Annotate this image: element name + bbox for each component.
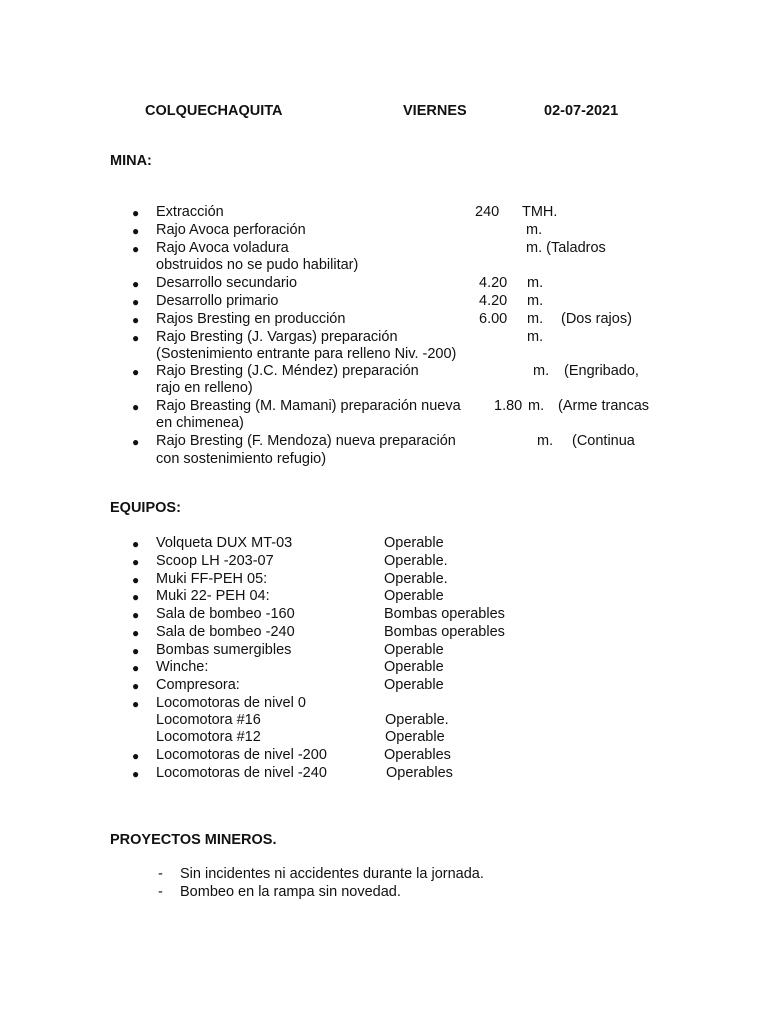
bullet-icon: ●	[132, 749, 140, 763]
bullet-icon: ●	[132, 661, 140, 675]
bullet-icon: ●	[132, 365, 140, 379]
bullet-icon: ●	[132, 331, 140, 345]
bullet-icon: ●	[132, 435, 140, 449]
bullet-icon: ●	[132, 697, 140, 711]
bullet-icon: ●	[132, 608, 140, 622]
bullet-icon: ●	[132, 224, 140, 238]
bullet-icon: ●	[132, 626, 140, 640]
bullet-icon: ●	[132, 295, 140, 309]
mina-heading: MINA:	[110, 153, 152, 169]
dash-marker: -	[158, 866, 163, 882]
bullet-icon: ●	[132, 206, 140, 220]
bullet-icon: ●	[132, 555, 140, 569]
bullet-icon: ●	[132, 400, 140, 414]
bullet-icon: ●	[132, 537, 140, 551]
dash-marker: -	[158, 884, 163, 900]
equipos-heading: EQUIPOS:	[110, 500, 181, 516]
bullet-icon: ●	[132, 277, 140, 291]
bullet-icon: ●	[132, 242, 140, 256]
proyectos-heading: PROYECTOS MINEROS.	[110, 832, 277, 848]
bullet-icon: ●	[132, 313, 140, 327]
bullet-icon: ●	[132, 679, 140, 693]
bullet-icon: ●	[132, 573, 140, 587]
report-date: 02-07-2021	[544, 103, 619, 119]
site-name: COLQUECHAQUITA	[145, 103, 283, 119]
report-day: VIERNES	[403, 103, 467, 119]
bullet-icon: ●	[132, 590, 140, 604]
bullet-icon: ●	[132, 767, 140, 781]
bullet-icon: ●	[132, 644, 140, 658]
